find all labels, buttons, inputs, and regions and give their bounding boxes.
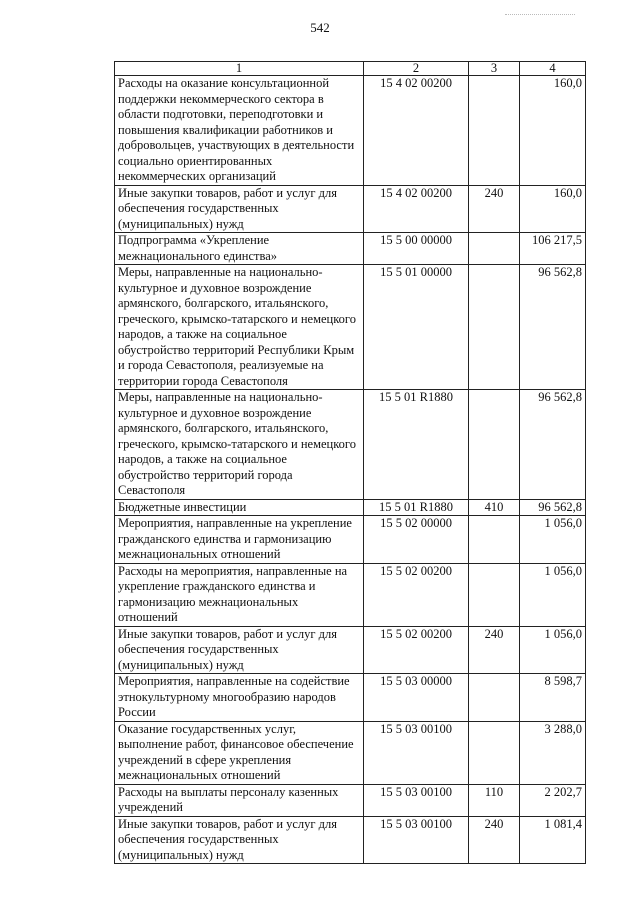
row-sum: 160,0: [520, 185, 586, 233]
row-name: Иные закупки товаров, работ и услуг для обеспечения государственных (муниципальных) нужд: [115, 816, 364, 864]
table-row: [115, 674, 586, 722]
row-code: 15 5 03 00000: [364, 674, 469, 722]
column-header-2: 2: [364, 62, 469, 76]
table-row: [115, 185, 586, 233]
page-number: 542: [310, 20, 330, 35]
table-row: [115, 516, 586, 564]
table-row: [115, 784, 586, 816]
row-name: Расходы на выплаты персоналу казенных учреждений: [115, 784, 364, 816]
table-row: [115, 390, 586, 500]
row-type: 110: [469, 784, 520, 816]
table-row: [115, 626, 586, 674]
row-name: Меры, направленные на национально-культурное и духовное возрождение армянского, болгарского, итальянского, греческого, крымско-татарского и немецкого народов, а также на социальное обустройство территорий Республики Крым и города Севастополя, реализуемые на территории города Севастополя: [115, 265, 364, 390]
row-type: [469, 516, 520, 564]
row-sum: 96 562,8: [520, 390, 586, 500]
row-name: Расходы на мероприятия, направленные на укрепление гражданского единства и гармонизацию межнациональных отношений: [115, 563, 364, 626]
row-sum: 96 562,8: [520, 265, 586, 390]
row-type: [469, 674, 520, 722]
row-name: Мероприятия, направленные на содействие этнокультурному многообразию народов России: [115, 674, 364, 722]
row-sum: 160,0: [520, 76, 586, 186]
scan-mark: [505, 14, 575, 16]
row-type: [469, 76, 520, 186]
row-sum: 1 056,0: [520, 626, 586, 674]
row-type: 410: [469, 499, 520, 516]
row-type: 240: [469, 626, 520, 674]
row-sum: 2 202,7: [520, 784, 586, 816]
row-code: 15 5 02 00000: [364, 516, 469, 564]
row-code: 15 5 02 00200: [364, 563, 469, 626]
row-sum: 106 217,5: [520, 233, 586, 265]
row-type: [469, 721, 520, 784]
row-sum: 96 562,8: [520, 499, 586, 516]
row-sum: 1 056,0: [520, 563, 586, 626]
row-code: 15 5 02 00200: [364, 626, 469, 674]
row-code: 15 5 01 R1880: [364, 499, 469, 516]
row-name: Иные закупки товаров, работ и услуг для обеспечения государственных (муниципальных) нужд: [115, 626, 364, 674]
row-type: [469, 265, 520, 390]
row-type: [469, 233, 520, 265]
table-row: [115, 721, 586, 784]
row-sum: 1 081,4: [520, 816, 586, 864]
table-row: [115, 816, 586, 864]
row-sum: 8 598,7: [520, 674, 586, 722]
row-type: 240: [469, 816, 520, 864]
row-type: [469, 390, 520, 500]
row-name: Бюджетные инвестиции: [115, 499, 364, 516]
row-type: 240: [469, 185, 520, 233]
column-header-4: 4: [520, 62, 586, 76]
row-sum: 1 056,0: [520, 516, 586, 564]
column-header-1: 1: [115, 62, 364, 76]
table-row: [115, 76, 586, 186]
row-code: 15 5 03 00100: [364, 721, 469, 784]
table-header-row: [115, 62, 586, 76]
row-name: Оказание государственных услуг, выполнение работ, финансовое обеспечение учреждений в сфере укрепления межнациональных отношений: [115, 721, 364, 784]
row-name: Расходы на оказание консультационной поддержки некоммерческого сектора в области подготовки, переподготовки и повышения квалификации работников и добровольцев, участвующих в деятельности социально ориентированных некоммерческих организаций: [115, 76, 364, 186]
row-code: 15 5 01 R1880: [364, 390, 469, 500]
row-name: Мероприятия, направленные на укрепление гражданского единства и гармонизацию межнациональных отношений: [115, 516, 364, 564]
budget-table: [114, 61, 586, 864]
table-row: [115, 563, 586, 626]
row-code: 15 5 01 00000: [364, 265, 469, 390]
row-sum: 3 288,0: [520, 721, 586, 784]
row-code: 15 4 02 00200: [364, 185, 469, 233]
row-code: 15 5 03 00100: [364, 816, 469, 864]
row-name: Иные закупки товаров, работ и услуг для обеспечения государственных (муниципальных) нужд: [115, 185, 364, 233]
row-name: Подпрограмма «Укрепление межнационального единства»: [115, 233, 364, 265]
row-name: Меры, направленные на национально-культурное и духовное возрождение армянского, болгарского, итальянского, греческого, крымско-татарского и немецкого народов, а также на социальное обустройство территорий города Севастополя: [115, 390, 364, 500]
table-row: [115, 233, 586, 265]
table-row: [115, 265, 586, 390]
row-code: 15 4 02 00200: [364, 76, 469, 186]
row-type: [469, 563, 520, 626]
column-header-3: 3: [469, 62, 520, 76]
table-row: [115, 499, 586, 516]
row-code: 15 5 00 00000: [364, 233, 469, 265]
row-code: 15 5 03 00100: [364, 784, 469, 816]
